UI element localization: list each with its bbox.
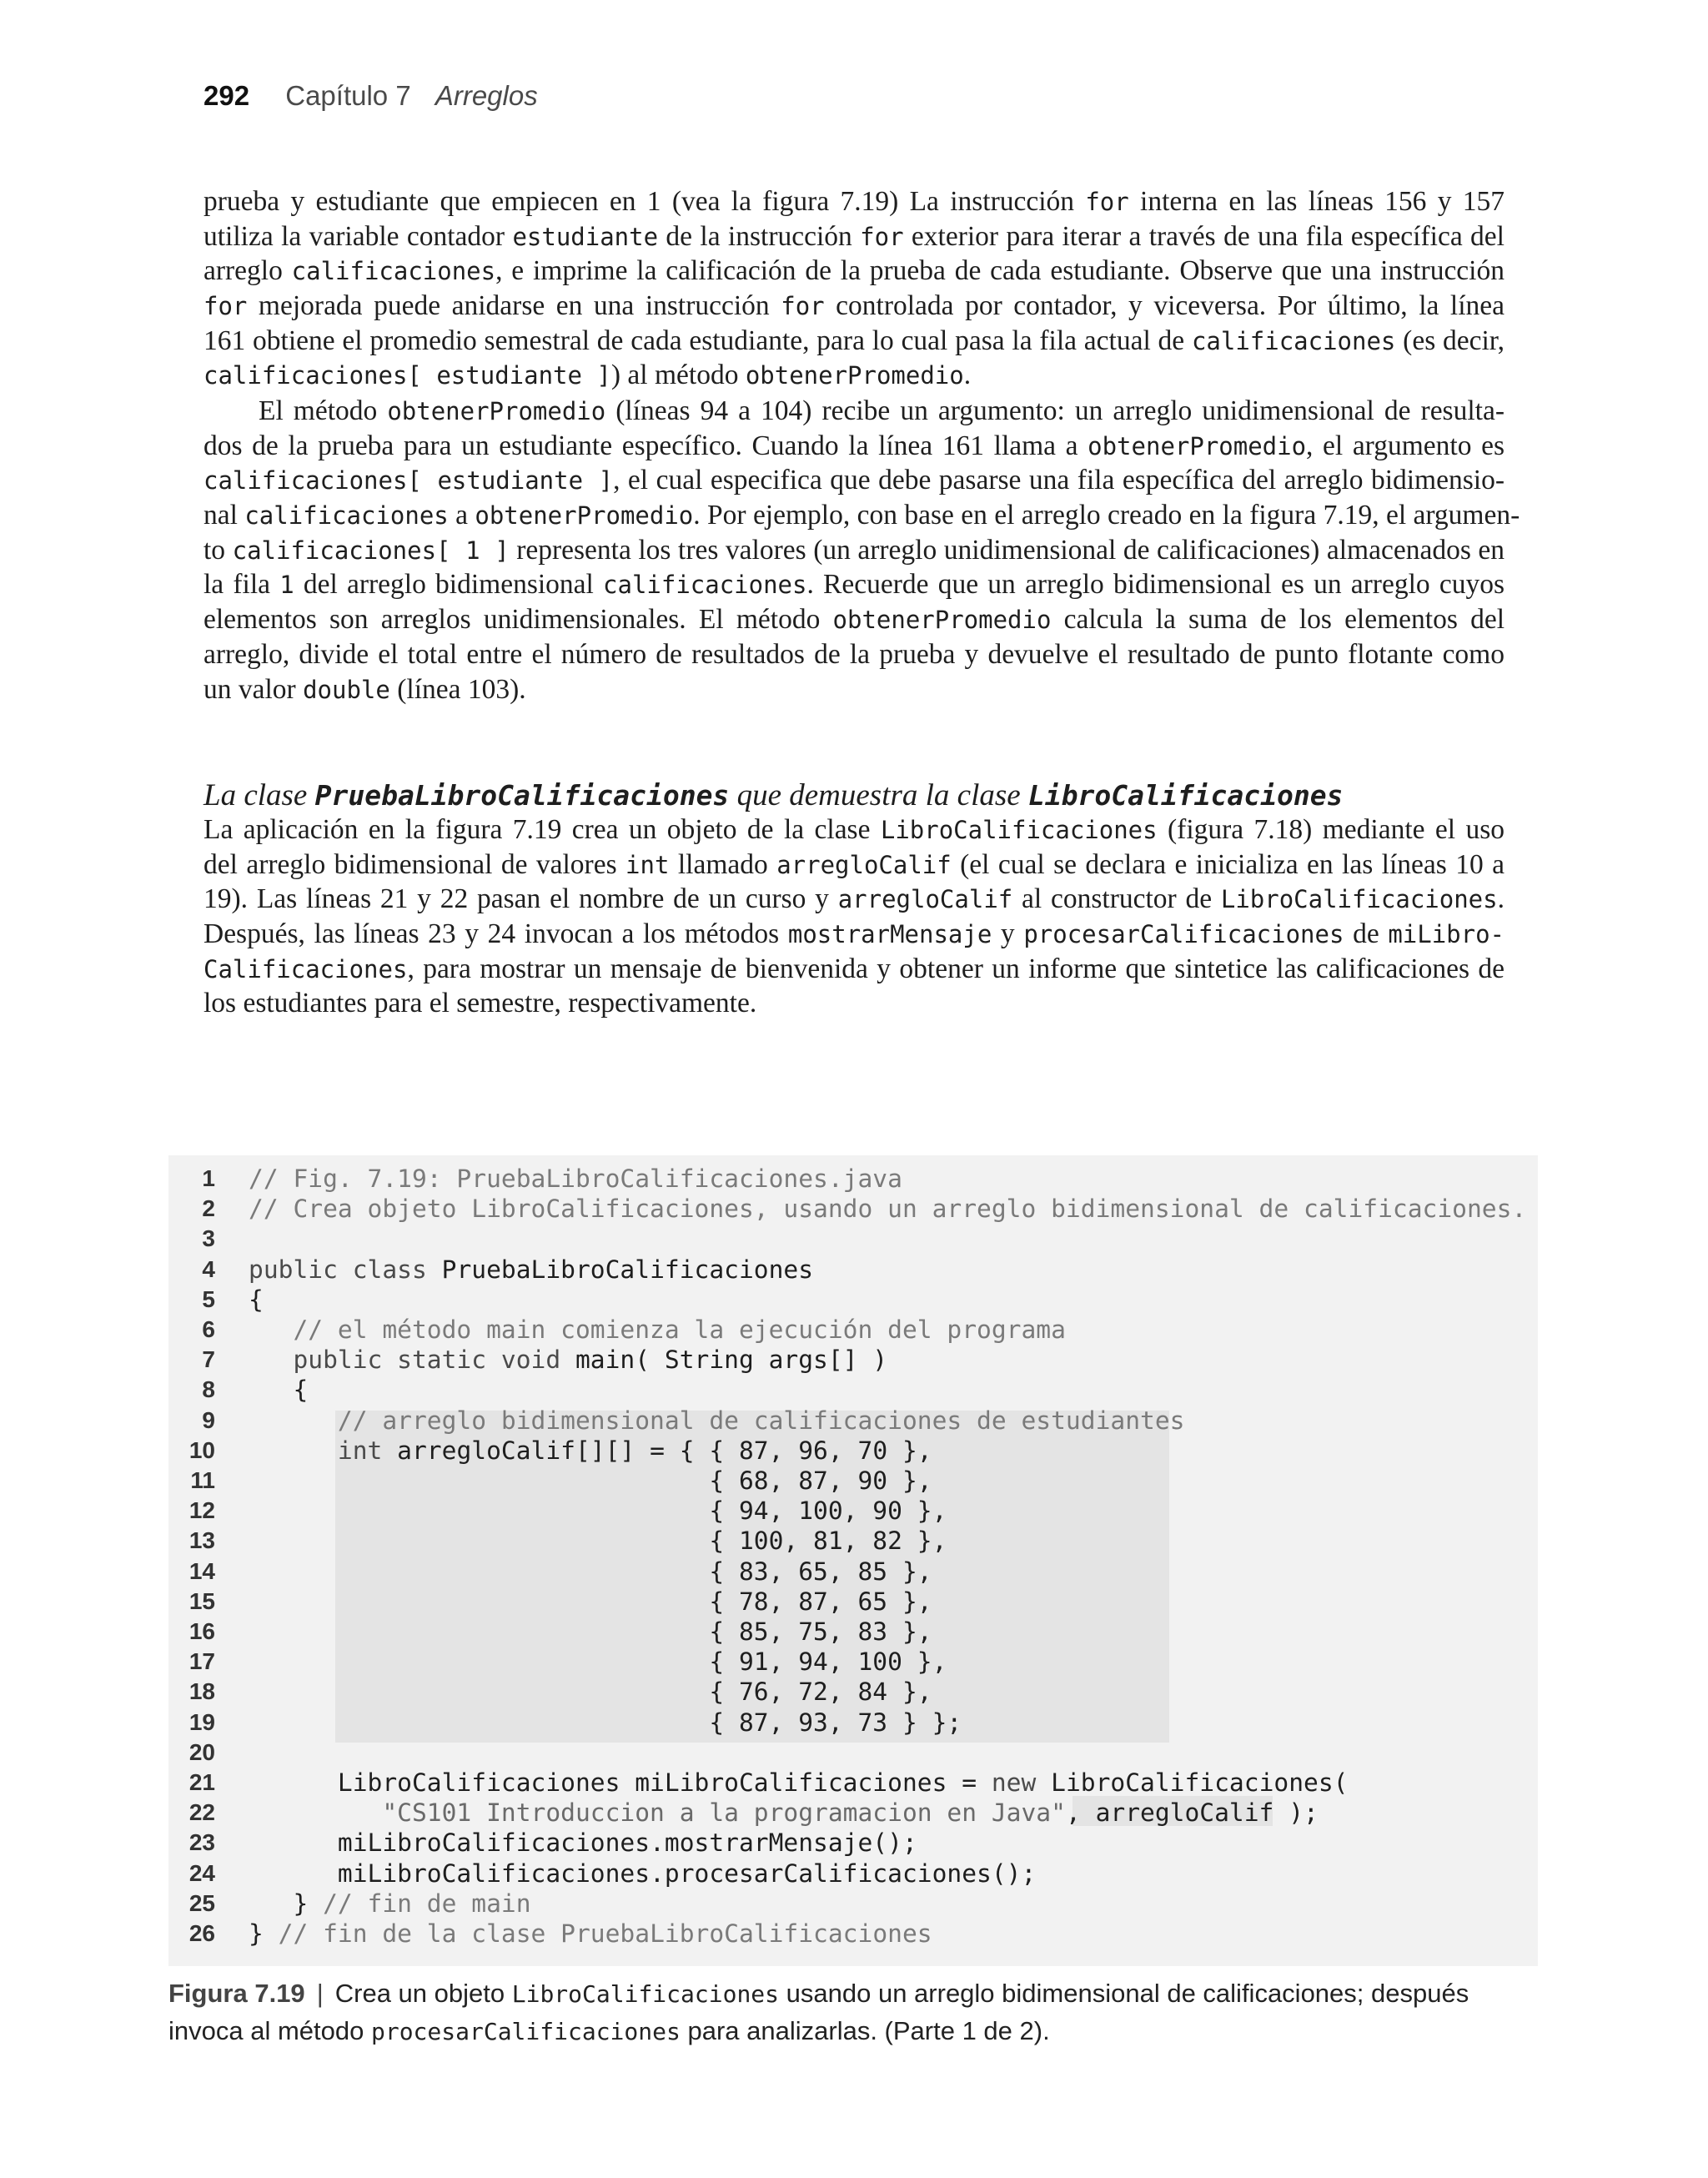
inline-code: arregloCalif: [837, 885, 1013, 914]
line-number: 17: [188, 1648, 215, 1675]
line-number: 8: [202, 1376, 215, 1403]
code-text: [249, 1526, 947, 1556]
line-number: 6: [202, 1316, 215, 1342]
code-text: [249, 1255, 813, 1285]
line-number: 14: [188, 1557, 215, 1584]
text-run: elementos son arreglos unidimensionales. El método: [203, 604, 833, 636]
caption-separator: |: [316, 1979, 324, 2008]
line-number: 4: [202, 1255, 215, 1282]
text-run: , e imprime la calificación de la prueba de cada estudiante. Observe que una instrucción: [495, 255, 1505, 287]
section-heading: [203, 777, 1343, 813]
code-token: }: [249, 1919, 279, 1948]
text-line: [203, 463, 1505, 498]
caption-line-2: [168, 2013, 1503, 2050]
text-run: que demuestra la clase: [729, 778, 1028, 812]
text-run: la fila: [203, 569, 280, 601]
text-line: [203, 533, 1505, 568]
code-keyword: public static void: [249, 1346, 561, 1375]
paragraph-2: [203, 394, 1520, 707]
inline-code: obtenerPromedio: [1088, 431, 1307, 460]
text-run: para analizarlas. (Parte 1 de 2).: [680, 2016, 1050, 2045]
code-token: { 100, 81, 82 },: [249, 1527, 947, 1556]
line-number: 23: [188, 1829, 215, 1856]
inline-code: int: [625, 850, 670, 879]
code-text: [249, 1587, 932, 1617]
inline-code: for: [860, 222, 904, 251]
text-line: [203, 952, 1505, 987]
text-line: [203, 602, 1505, 637]
code-token: { 85, 75, 83 },: [249, 1617, 932, 1646]
text-line: [203, 917, 1505, 952]
text-run: 161 obtiene el promedio semestral de cada estudiante, para lo cual pasa la fila actual de: [203, 324, 1192, 356]
text-run: La aplicación en la figura 7.19 crea un objeto de la clase: [203, 814, 881, 845]
code-token: { 94, 100, 90 },: [249, 1496, 947, 1526]
text-run: Crea un objeto: [334, 1979, 512, 2008]
text-line: [203, 986, 1505, 1021]
line-number: 11: [190, 1467, 215, 1493]
text-line: [203, 812, 1505, 848]
code-comment: // fin de main: [323, 1889, 531, 1918]
text-line: [203, 429, 1505, 464]
paragraph-1: [203, 184, 1505, 393]
code-text: [249, 1798, 1319, 1828]
text-run: llamado: [669, 848, 777, 880]
code-text: [249, 1617, 932, 1647]
inline-code: obtenerPromedio: [745, 361, 964, 390]
text-line: [203, 637, 1505, 672]
text-run: arreglo: [203, 255, 292, 287]
code-token: {: [249, 1285, 264, 1314]
text-run: del arreglo bidimensional: [294, 569, 604, 601]
line-number: 3: [202, 1225, 215, 1252]
code-token: arregloCalif[][] = { { 87, 96, 70 },: [382, 1436, 932, 1465]
code-token: LibroCalificaciones(: [1036, 1768, 1349, 1797]
text-line: [203, 219, 1505, 254]
code-text: [249, 1768, 1348, 1798]
line-number: 18: [188, 1678, 215, 1705]
code-comment: // Crea objeto LibroCalificaciones, usando un arreglo bidimensional de calificaciones.: [249, 1195, 1527, 1224]
code-token: { 68, 87, 90 },: [249, 1466, 932, 1495]
paragraph-3: [203, 812, 1505, 1021]
line-number: 22: [188, 1799, 215, 1826]
code-text: [249, 1164, 902, 1194]
code-text: [249, 1345, 887, 1375]
code-text: [249, 1677, 932, 1707]
chapter-title: Arreglos: [435, 80, 538, 111]
running-head: [203, 80, 538, 112]
text-run: (el cual se declara e inicializa en las líneas 10 a: [951, 848, 1505, 880]
code-text: [249, 1466, 932, 1496]
caption-text-1: [335, 1979, 1469, 2008]
line-number: 9: [202, 1406, 215, 1433]
inline-code: calificaciones[ estudiante ]: [203, 361, 611, 390]
code-keyword: new: [991, 1768, 1037, 1797]
text-run: (es decir,: [1395, 324, 1505, 356]
line-number: 10: [188, 1436, 215, 1463]
text-run: nal: [203, 500, 245, 531]
inline-code: double: [303, 675, 390, 704]
line-number: 1: [202, 1165, 215, 1191]
inline-code: for: [1085, 188, 1129, 216]
line-number: 12: [188, 1497, 215, 1524]
text-run: . Por ejemplo, con base en el arreglo creado en la figura 7.19, el argumen-: [693, 500, 1520, 531]
inline-code: obtenerPromedio: [475, 501, 694, 531]
text-run: .: [963, 360, 972, 391]
inline-code: for: [781, 292, 825, 321]
inline-code: PruebaLibroCalificaciones: [314, 779, 730, 812]
code-token: PruebaLibroCalificaciones: [426, 1255, 814, 1284]
code-token: { 78, 87, 65 },: [249, 1587, 932, 1616]
code-token: { 83, 65, 85 },: [249, 1557, 932, 1586]
inline-code: Calificaciones: [203, 954, 408, 983]
code-token: miLibroCalificaciones.procesarCalificaciones();: [249, 1859, 1037, 1888]
text-run: , el argumento es: [1306, 430, 1505, 461]
line-number: 5: [202, 1285, 215, 1312]
chapter-label: Capítulo 7: [285, 80, 411, 111]
text-run: y: [992, 918, 1024, 950]
code-text: [249, 1889, 531, 1919]
code-text: [249, 1496, 947, 1526]
inline-code: estudiante: [512, 222, 659, 251]
code-token: main( String args[] ): [560, 1346, 888, 1375]
text-run: (línea 103).: [389, 673, 526, 705]
text-run: del arreglo bidimensional de valores: [203, 848, 626, 880]
text-run: utiliza la variable contador: [203, 220, 513, 252]
inline-code: calificaciones: [291, 257, 496, 286]
text-run: los estudiantes para el semestre, respectivamente.: [203, 988, 757, 1019]
inline-code: 1: [279, 571, 294, 600]
text-run: calcula la suma de los elementos del: [1051, 604, 1505, 636]
text-run: usando un arreglo bidimensional de calificaciones; después: [779, 1979, 1469, 2008]
line-number: 24: [188, 1859, 215, 1886]
text-run: un valor: [203, 673, 304, 705]
inline-code: procesarCalificaciones: [370, 2018, 681, 2045]
code-comment: // fin de la clase PruebaLibroCalificaciones: [278, 1919, 932, 1948]
inline-code: LibroCalificaciones: [1220, 885, 1498, 914]
inline-code: arregloCalif: [776, 850, 952, 879]
line-number: 19: [188, 1708, 215, 1735]
code-text: [249, 1436, 932, 1466]
inline-code: calificaciones[ estudiante ]: [203, 466, 614, 495]
code-text: [249, 1647, 947, 1677]
code-text: [249, 1859, 1036, 1889]
text-run: de la instrucción: [658, 220, 861, 252]
line-number: 16: [188, 1618, 215, 1644]
inline-code: calificaciones[ 1 ]: [232, 536, 510, 565]
inline-code: obtenerPromedio: [832, 606, 1052, 635]
inline-code: calificaciones: [1191, 326, 1396, 355]
text-line: [203, 394, 1505, 429]
code-keyword: int: [249, 1436, 383, 1465]
code-text: [249, 1919, 932, 1949]
text-run: exterior para iterar a través de una fila específica del: [903, 220, 1505, 252]
text-run: mejorada puede anidarse en una instrucción: [247, 290, 781, 322]
code-token: , arregloCalif );: [1065, 1798, 1319, 1828]
line-number: 2: [202, 1195, 215, 1222]
inline-code: calificaciones: [603, 571, 807, 600]
line-number: 7: [202, 1346, 215, 1373]
code-keyword: public class: [249, 1255, 427, 1284]
code-comment: // Fig. 7.19: PruebaLibroCalificaciones.java: [249, 1164, 902, 1193]
inline-code: calificaciones: [244, 501, 449, 531]
text-run: de: [1344, 918, 1389, 950]
text-run: . Recuerde que un arreglo bidimensional es un arreglo cuyos: [806, 569, 1505, 601]
line-number: 15: [188, 1587, 215, 1614]
code-token: miLibroCalificaciones.mostrarMensaje();: [249, 1828, 917, 1858]
line-number: 13: [188, 1527, 215, 1554]
line-number: 21: [188, 1769, 215, 1795]
figure-caption: [168, 1975, 1503, 2050]
text-line: [203, 254, 1505, 289]
text-run: prueba y estudiante que empiecen en 1 (vea la figura 7.19) La instrucción: [203, 186, 1086, 217]
inline-code: miLibro-: [1388, 920, 1505, 949]
code-string: "CS101 Introduccion a la programacion en Java": [249, 1798, 1066, 1828]
inline-code: mostrarMensaje: [787, 920, 992, 949]
text-line: [203, 358, 1505, 393]
inline-code: LibroCalificaciones: [511, 1980, 780, 2008]
code-comment: // el método main comienza la ejecución del programa: [249, 1315, 1066, 1344]
text-line: [203, 324, 1505, 359]
code-token: LibroCalificaciones miLibroCalificaciones =: [249, 1768, 992, 1797]
code-token: {: [249, 1376, 309, 1405]
text-run: representa los tres valores (un arreglo unidimensional de calificaciones) almacenados en: [509, 534, 1505, 566]
code-text: [249, 1315, 1066, 1345]
code-text: [249, 1285, 264, 1315]
code-text: [249, 1406, 1184, 1436]
text-run: , para mostrar un mensaje de bienvenida y obtener un informe que sintetice las calificaciones de: [407, 953, 1505, 984]
text-run: 19). Las líneas 21 y 22 pasan el nombre de un curso y: [203, 883, 838, 915]
inline-code: LibroCalificaciones: [880, 816, 1158, 844]
text-line: [203, 882, 1505, 917]
text-run: a: [448, 500, 475, 531]
caption-label: Figura 7.19: [168, 1979, 305, 2008]
code-token: { 87, 93, 73 } };: [249, 1708, 962, 1737]
text-run: (figura 7.18) mediante el uso: [1157, 814, 1505, 845]
text-line: [203, 672, 1505, 707]
caption-line-1: [168, 1975, 1503, 2013]
page-number: 292: [203, 80, 250, 111]
text-run: al constructor de: [1012, 883, 1221, 915]
inline-code: LibroCalificaciones: [1027, 779, 1344, 812]
text-run: dos de la prueba para un estudiante específico. Cuando la línea 161 llama a: [203, 430, 1088, 461]
code-token: { 91, 94, 100 },: [249, 1647, 947, 1677]
code-token: }: [249, 1889, 324, 1918]
code-text: [249, 1194, 1526, 1224]
inline-code: for: [203, 292, 248, 321]
line-number: 25: [188, 1889, 215, 1916]
text-line: [203, 184, 1505, 219]
text-run: to: [203, 534, 233, 566]
code-listing: [168, 1155, 1538, 1966]
text-run: controlada por contador, y viceversa. Por último, la línea: [824, 290, 1505, 322]
text-line: [203, 567, 1505, 602]
line-number: 20: [188, 1738, 215, 1765]
text-run: arreglo, divide el total entre el número de resultados de la prueba y devuelve el resultado de punto flotante como: [203, 638, 1505, 670]
text-run: .: [1497, 883, 1505, 915]
inline-code: obtenerPromedio: [387, 397, 606, 425]
code-token: { 76, 72, 84 },: [249, 1678, 932, 1707]
text-run: , el cual especifica que debe pasarse una fila específica del arreglo bidimensio-: [613, 465, 1505, 496]
text-line: [203, 498, 1520, 533]
text-run: (líneas 94 a 104) recibe un argumento: un arreglo unidimensional de resulta-: [605, 395, 1505, 426]
text-run: interna en las líneas 156 y 157: [1128, 186, 1505, 217]
text-line: [203, 289, 1505, 324]
text-line: [203, 848, 1505, 883]
code-text: [249, 1375, 308, 1405]
line-number: 26: [188, 1920, 215, 1946]
text-run: Después, las líneas 23 y 24 invocan a los métodos: [203, 918, 788, 950]
text-run: El método: [259, 395, 388, 426]
text-run: La clase: [203, 778, 315, 812]
code-text: [249, 1828, 917, 1858]
inline-code: procesarCalificaciones: [1023, 920, 1344, 949]
code-text: [249, 1708, 962, 1738]
text-run: ) al método: [610, 360, 746, 391]
text-run: invoca al método: [168, 2016, 371, 2045]
code-text: [249, 1557, 932, 1587]
code-comment: // arreglo bidimensional de calificaciones de estudiantes: [249, 1406, 1185, 1435]
